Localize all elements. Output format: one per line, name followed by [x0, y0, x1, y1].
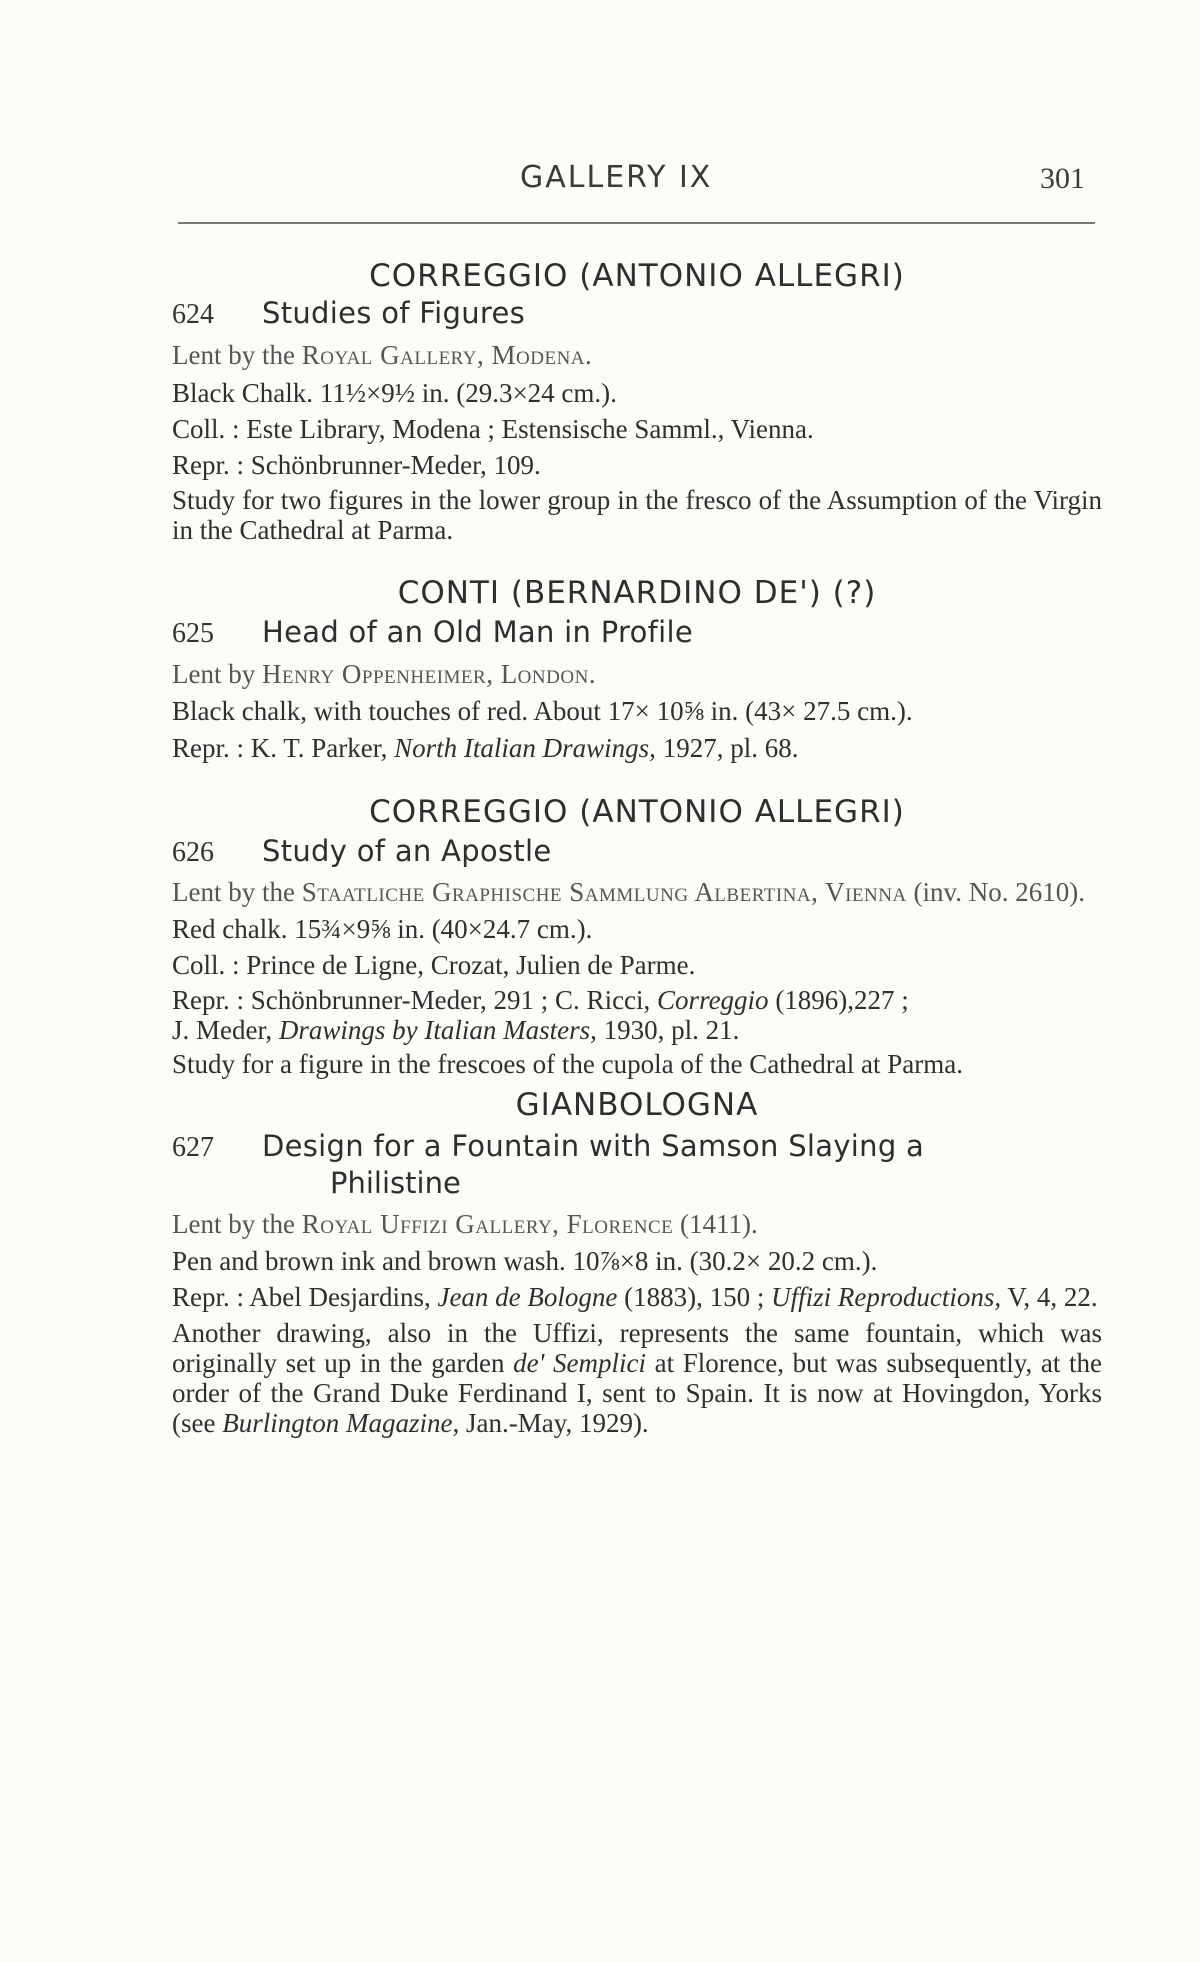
- note-italic: Burlington Magazine,: [222, 1408, 460, 1438]
- catalogue-entry-627: [172, 1087, 1102, 1438]
- repr-suffix: V, 4, 22.: [1007, 1282, 1098, 1312]
- repr-title: Drawings by Italian Masters,: [278, 1015, 597, 1045]
- note-text: at Florence, but was subsequently, at the order of the Grand Duke Ferdinand I, sent to Spain. It is now at Hovingdon, Yorks (see: [172, 1348, 1103, 1438]
- repr-suffix: (1896),227 ;: [775, 985, 909, 1015]
- catalogue-content: [172, 250, 1102, 1438]
- reproduction-line: Repr. : Schönbrunner-Meder, 109.: [172, 450, 541, 480]
- lent-prefix: Lent by the: [172, 340, 295, 370]
- entry-title-line: [172, 834, 1102, 869]
- entry-title-line: [172, 1129, 1102, 1164]
- artist-heading: CORREGGIO (ANTONIO ALLEGRI): [369, 258, 905, 294]
- lent-prefix: Lent by the: [172, 877, 295, 907]
- repr-title: Jean de Bologne: [437, 1282, 618, 1312]
- note-text: Jan.-May, 1929).: [465, 1408, 649, 1438]
- artist-heading: CONTI (BERNARDINO DE') (?): [397, 575, 877, 611]
- running-title: GALLERY IX: [520, 160, 713, 195]
- entry-number: 624: [172, 299, 214, 330]
- collection-line: Coll. : Este Library, Modena ; Estensische Samml., Vienna.: [172, 414, 814, 444]
- lender-line: [172, 339, 1102, 371]
- entry-title: Study of an Apostle: [262, 834, 552, 868]
- note-italic: de' Semplici: [513, 1348, 647, 1378]
- entry-number: 625: [172, 618, 214, 649]
- reproduction-line: [172, 985, 1102, 1045]
- lent-prefix: Lent by: [172, 659, 256, 689]
- lender-name: Henry Oppenheimer, London.: [261, 659, 597, 689]
- entry-title-continued: Philistine: [330, 1166, 461, 1200]
- catalogue-entry-626: [172, 794, 1102, 1079]
- artist-heading: GIANBOLOGNA: [515, 1087, 759, 1123]
- lender-line: [172, 1208, 1102, 1240]
- catalogue-entry-625: [172, 575, 1102, 764]
- entry-number: 626: [172, 837, 214, 868]
- repr-title: Uffizi Reproductions,: [771, 1282, 1002, 1312]
- collection-line: Coll. : Prince de Ligne, Crozat, Julien de Parme.: [172, 950, 696, 980]
- lender-line: [172, 877, 1102, 907]
- lent-suffix: (1411).: [680, 1209, 758, 1239]
- repr-suffix: 1930, pl. 21.: [603, 1015, 740, 1045]
- note-text: Another drawing, also in the Uffizi, represents the same fountain, which was originally set up in the garden: [172, 1318, 1102, 1378]
- repr-prefix: J. Meder,: [172, 1015, 273, 1045]
- lender-line: [172, 658, 1102, 690]
- lent-prefix: Lent by the: [172, 1209, 295, 1239]
- header-rule: [178, 222, 1095, 224]
- lender-name: Staatliche Graphische Sammlung Albertina, Vienna: [301, 877, 907, 907]
- entry-title-line: [172, 296, 1102, 331]
- repr-middle: (1883), 150 ;: [624, 1282, 765, 1312]
- page-number: 301: [1040, 162, 1085, 195]
- entry-title-line: [172, 615, 1102, 650]
- lender-name: Royal Uffizi Gallery, Florence: [301, 1209, 674, 1239]
- reproduction-line: [172, 1282, 1102, 1312]
- medium-line: Black chalk, with touches of red. About 17× 10⅝ in. (43× 27.5 cm.).: [172, 696, 913, 726]
- entry-number: 627: [172, 1132, 214, 1163]
- entry-note: Study for a figure in the frescoes of the cupola of the Cathedral at Parma.: [172, 1049, 963, 1079]
- lender-name: Royal Gallery, Modena.: [301, 340, 593, 370]
- medium-line: Pen and brown ink and brown wash. 10⅞×8 in. (30.2× 20.2 cm.).: [172, 1246, 878, 1276]
- repr-prefix: Repr. : Schönbrunner-Meder, 291 ; C. Ricci,: [172, 985, 651, 1015]
- catalogue-entry-624: [172, 258, 1102, 545]
- repr-prefix: Repr. : K. T. Parker,: [172, 733, 388, 763]
- medium-line: Black Chalk. 11½×9½ in. (29.3×24 cm.).: [172, 378, 617, 408]
- entry-title: Design for a Fountain with Samson Slaying a: [262, 1129, 925, 1163]
- entry-title: Studies of Figures: [262, 296, 526, 330]
- lent-suffix: (inv. No. 2610).: [913, 877, 1085, 907]
- entry-note: Study for two figures in the lower group in the fresco of the Assumption of the Virgin in the Cathedral at Parma.: [172, 485, 1102, 545]
- repr-prefix: Repr. : Abel Desjardins,: [172, 1282, 431, 1312]
- repr-title: North Italian Drawings,: [394, 733, 656, 763]
- entry-title: Head of an Old Man in Profile: [262, 615, 694, 649]
- reproduction-line: [172, 732, 1102, 764]
- medium-line: Red chalk. 15¾×9⅝ in. (40×24.7 cm.).: [172, 914, 593, 944]
- repr-suffix: 1927, pl. 68.: [662, 733, 799, 763]
- entry-note: [172, 1318, 1102, 1438]
- repr-title: Correggio: [657, 985, 769, 1015]
- artist-heading: CORREGGIO (ANTONIO ALLEGRI): [369, 794, 905, 830]
